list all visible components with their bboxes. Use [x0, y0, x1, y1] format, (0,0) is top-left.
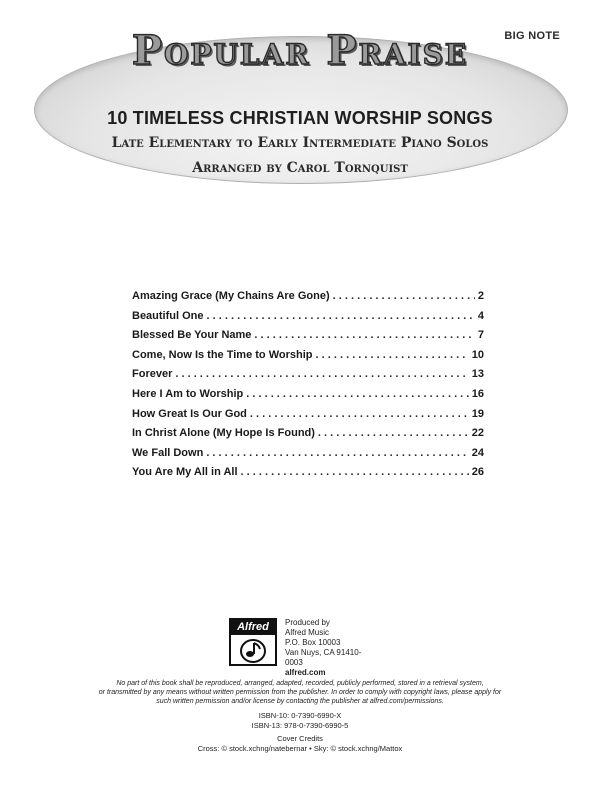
toc-entry-title: Here I Am to Worship: [132, 387, 244, 400]
toc-entry-page: 7: [477, 329, 484, 342]
toc-entry: [132, 310, 484, 330]
alfred-logo: [229, 618, 277, 666]
toc-entry: [132, 349, 484, 369]
isbn-10: ISBN-10: 0-7390-6990-X: [258, 711, 342, 720]
cover-credits-heading: Cover Credits: [277, 734, 323, 743]
difficulty-level: Late Elementary to Early Intermediate Piano Solos: [111, 135, 489, 151]
toc-entry: [132, 368, 484, 388]
toc-entry-title: In Christ Alone (My Hope Is Found): [132, 427, 315, 440]
copyright-notice: [40, 679, 560, 706]
copyright-line: No part of this book shall be reproduced, arranged, adapted, recorded, publicly performed, stored in a retrieval system,: [116, 680, 484, 687]
toc-leader: [254, 329, 474, 341]
toc-leader: [175, 368, 468, 380]
cover-credits: [0, 734, 600, 753]
isbn-block: [0, 711, 600, 731]
publisher-line: Produced by: [285, 618, 330, 627]
toc-leader: [250, 408, 469, 420]
toc-entry-page: 16: [471, 387, 484, 400]
toc-leader: [246, 388, 469, 400]
toc-entry-title: Come, Now Is the Time to Worship: [132, 348, 313, 361]
logo-wordmark: Alfred: [231, 620, 275, 635]
publisher-url: alfred.com: [285, 668, 326, 677]
publisher-line: P.O. Box 10003: [285, 638, 341, 647]
toc-leader: [241, 466, 469, 478]
edition-label: BIG NOTE: [504, 30, 560, 42]
publisher-line: Van Nuys, CA 91410-0003: [285, 648, 362, 667]
toc-entry: [132, 329, 484, 349]
toc-entry: [132, 388, 484, 408]
toc-entry-page: 13: [471, 368, 484, 381]
toc-entry-page: 26: [471, 466, 484, 479]
toc-entry-title: We Fall Down: [132, 446, 204, 459]
toc-entry: [132, 427, 484, 447]
toc-entry-page: 4: [477, 309, 484, 322]
toc-leader: [207, 310, 475, 322]
title-block: [0, 27, 600, 74]
book-title: Popular Praise: [131, 27, 469, 74]
book-subtitle: 10 TIMELESS CHRISTIAN WORSHIP SONGS: [107, 108, 493, 128]
toc-entry-title: Blessed Be Your Name: [132, 329, 252, 342]
toc-entry: [132, 408, 484, 428]
arranger-credit: Arranged by Carol Tornquist: [192, 160, 408, 176]
table-of-contents: [132, 290, 484, 486]
toc-leader: [333, 290, 475, 302]
copyright-line: or transmitted by any means without written permission from the publisher. In order to comply with copyright laws, please apply for: [98, 689, 502, 696]
toc-entry-page: 10: [471, 348, 484, 361]
music-note-icon: [239, 637, 267, 664]
toc-entry-title: Amazing Grace (My Chains Are Gone): [132, 290, 330, 302]
toc-entry: [132, 447, 484, 467]
toc-leader: [316, 349, 469, 361]
toc-entry-page: 24: [471, 446, 484, 459]
publisher-address: [285, 618, 379, 678]
toc-entry-title: You Are My All in All: [132, 466, 238, 479]
copyright-line: such written permission and/or license by contacting the publisher at alfred.com/permissions.: [156, 698, 444, 705]
toc-entry-title: Forever: [132, 368, 173, 381]
publisher-block: [229, 618, 379, 677]
publisher-line: Alfred Music: [285, 628, 330, 637]
toc-entry: [132, 466, 484, 486]
toc-leader: [318, 427, 469, 439]
toc-entry-title: Beautiful One: [132, 309, 204, 322]
toc-entry: [132, 290, 484, 310]
toc-entry-page: 19: [471, 407, 484, 420]
toc-entry-page: 22: [471, 427, 484, 440]
cover-credits-text: Cross: © stock.xchng/natebernar • Sky: © stock.xchng/Mattox: [197, 743, 403, 753]
toc-leader: [206, 447, 468, 459]
isbn-13: ISBN-13: 978-0-7390-6990-5: [251, 721, 349, 730]
toc-entry-title: How Great Is Our God: [132, 407, 247, 420]
toc-entry-page: 2: [477, 290, 484, 302]
